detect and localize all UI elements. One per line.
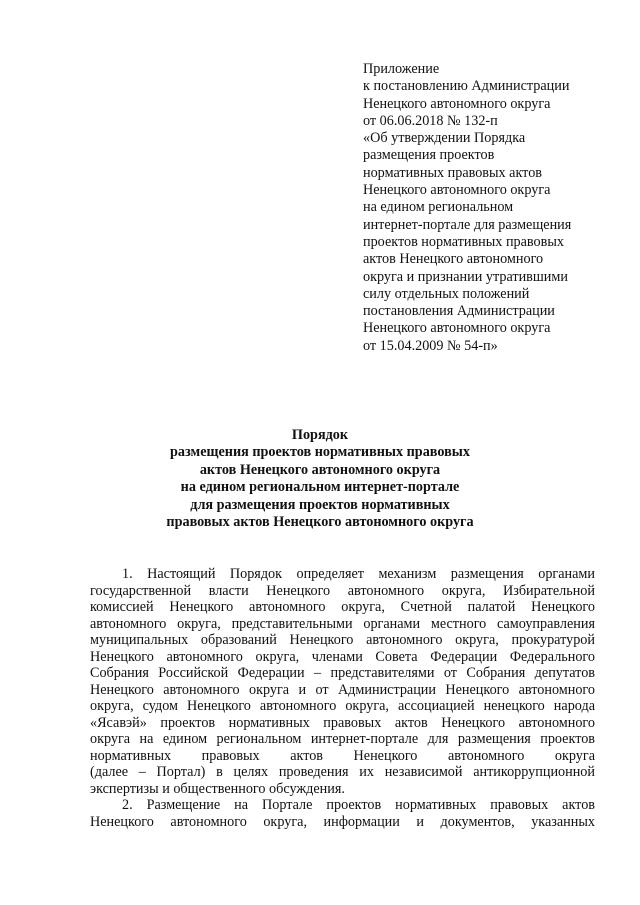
title-line: актов Ненецкого автономного округа [199, 461, 441, 478]
paragraph-2 [90, 797, 595, 830]
paragraph-line: (далее – Портал) в целях проведения их независимой антикоррупционной [90, 764, 595, 780]
appendix-line: нормативных правовых актов [363, 164, 542, 181]
paragraph-line: 1. Настоящий Порядок определяет механизм размещения органами [122, 566, 595, 582]
title-line: правовых актов Ненецкого автономного округа [166, 514, 474, 531]
paragraph-line: округа на едином региональном интернет-портале для размещения проектов [90, 731, 595, 747]
appendix-line: от 06.06.2018 № 132-п [363, 112, 498, 129]
appendix-line: от 15.04.2009 № 54-п» [363, 337, 498, 354]
appendix-line: силу отдельных положений [363, 285, 530, 302]
appendix-line: Ненецкого автономного округа [363, 95, 551, 112]
appendix-header [363, 61, 603, 355]
paragraph-line: Ненецкого автономного округа, информации и документов, указанных [90, 813, 595, 830]
appendix-line: интернет-портале для размещения [363, 216, 572, 233]
appendix-line: актов Ненецкого автономного [363, 251, 544, 268]
title-line: для размещения проектов нормативных [190, 496, 450, 513]
paragraph-line: муниципальных образований Ненецкого автономного округа, прокуратурой [90, 632, 595, 648]
paragraph-line: Собрания Российской Федерации – представителями от Собрания депутатов [90, 665, 595, 681]
appendix-line: Ненецкого автономного округа [363, 320, 551, 337]
paragraph-line: Ненецкого автономного округа и от Администрации Ненецкого автономного [90, 681, 595, 698]
appendix-line: на едином региональном [363, 199, 514, 216]
appendix-line: к постановлению Администрации [363, 78, 570, 95]
title-line: размещения проектов нормативных правовых [170, 444, 470, 461]
appendix-line: постановления Администрации [363, 303, 555, 320]
paragraph-1 [90, 566, 595, 797]
appendix-line: «Об утверждении Порядка [363, 130, 526, 147]
title-line: Порядок [291, 427, 349, 443]
appendix-line: Приложение [363, 61, 440, 77]
title-line: на едином региональном интернет-портале [180, 479, 460, 496]
document-title [0, 427, 640, 531]
appendix-line: округа и признании утратившими [363, 268, 568, 285]
appendix-line: размещения проектов [363, 147, 495, 164]
paragraph-line: комиссией Ненецкого автономного округа, Счетной палатой Ненецкого [90, 599, 595, 615]
appendix-line: Ненецкого автономного округа [363, 182, 551, 199]
paragraph-line: нормативных правовых актов Ненецкого автономного округа [90, 747, 595, 764]
paragraph-line: 2. Размещение на Портале проектов нормативных правовых актов [122, 797, 595, 813]
paragraph-line: Ненецкого автономного округа, членами Совета Федерации Федерального [90, 648, 595, 665]
document-body [90, 566, 595, 830]
paragraph-line: экспертизы и общественного обсуждения. [90, 780, 345, 797]
appendix-line: проектов нормативных правовых [363, 233, 564, 250]
paragraph-line: государственной власти Ненецкого автономного округа, Избирательной [90, 582, 595, 599]
paragraph-line: округа, судом Ненецкого автономного округа, ассоциацией ненецкого народа [90, 698, 595, 714]
paragraph-line: «Ясавэй» проектов нормативных правовых актов Ненецкого автономного [90, 714, 595, 731]
paragraph-line: автономного округа, представительными органами местного самоуправления [90, 615, 595, 632]
